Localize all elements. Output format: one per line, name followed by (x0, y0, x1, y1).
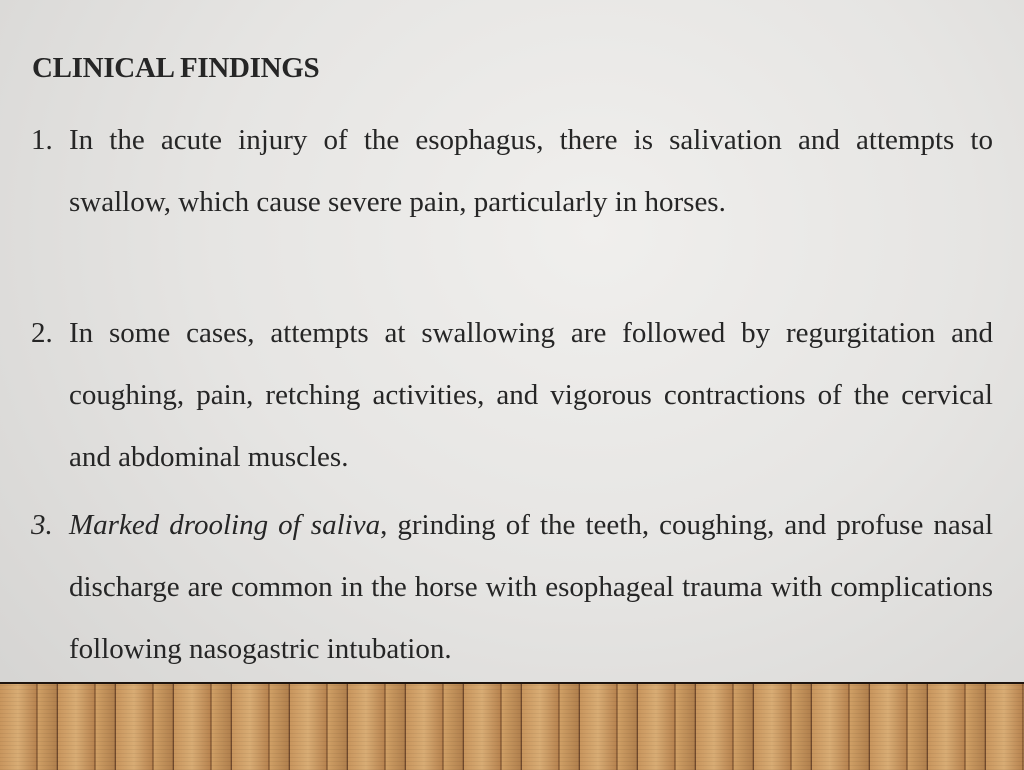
item-text-rest: , grinding of the teeth, coughing, and profuse nasal discharge are common in the horse with esophageal trauma with complications following nasogastric intubation. (69, 509, 994, 665)
item-number: 1. (31, 124, 53, 156)
item-emphasis: Marked drooling of saliva (69, 509, 381, 541)
finding-item-2 (31, 302, 993, 488)
item-text: In the acute injury of the esophagus, there is salivation and attempts to swallow, which cause severe pain, particularly in horses. (69, 124, 993, 218)
finding-item-1 (31, 109, 993, 233)
item-text: In some cases, attempts at swallowing are followed by regurgitation and coughing, pain, retching activities, and vigorous contractions of the cervical and abdominal muscles. (69, 317, 993, 473)
finding-item-3 (31, 494, 993, 680)
item-number: 3. (31, 509, 53, 541)
slide-title: CLINICAL FINDINGS (32, 52, 320, 84)
item-number: 2. (31, 317, 53, 349)
wooden-floor-decoration (0, 682, 1024, 770)
item-text (69, 494, 993, 680)
